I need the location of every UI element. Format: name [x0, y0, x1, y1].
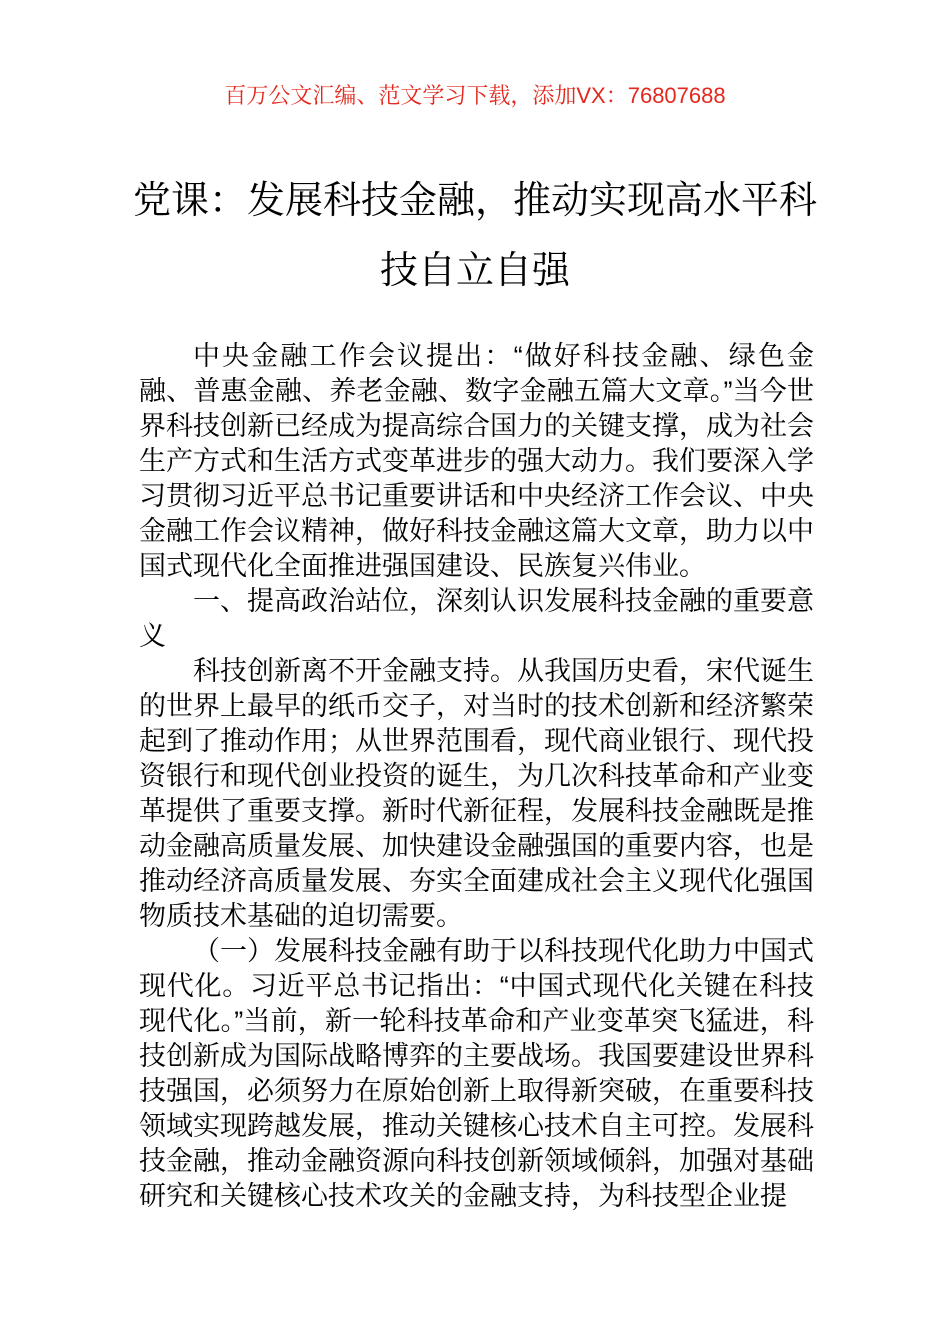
document-title: 党课：发展科技金融，推动实现高水平科技自立自强	[132, 180, 817, 292]
paragraph-subsection-one: （一）发展科技金融有助于以科技现代化助力中国式现代化。习近平总书记指出：“中国式现代化关键在科技现代化。”当前，新一轮科技革命和产业变革突飞猛进，科技创新成为国际战略博弈的主要战场。我国要建设世界科技强国，必须努力在原始创新上取得新突破，在重要科技领域实现跨越发展，推动关键核心技术自主可控。发展科技金融，推动金融资源向科技创新领域倾斜，加强对基础研究和关键核心技术攻关的金融支持，为科技型企业提	[139, 936, 814, 1211]
promo-notice-text: 百万公文汇编、范文学习下载，添加VX：76807688	[224, 83, 726, 108]
document-body	[139, 339, 814, 1214]
paragraph-intro: 中央金融工作会议提出：“做好科技金融、绿色金融、普惠金融、养老金融、数字金融五篇大文章。”当今世界科技创新已经成为提高综合国力的关键支撑，成为社会生产方式和生活方式变革进步的强大动力。我们要深入学习贯彻习近平总书记重要讲话和中央经济工作会议、中央金融工作会议精神，做好科技金融这篇大文章，助力以中国式现代化全面推进强国建设、民族复兴伟业。	[139, 341, 814, 581]
section-heading-one: 一、提高政治站位，深刻认识发展科技金融的重要意义	[139, 586, 814, 651]
paragraph-section-one-lead: 科技创新离不开金融支持。从我国历史看，宋代诞生的世界上最早的纸币交子，对当时的技术创新和经济繁荣起到了推动作用；从世界范围看，现代商业银行、现代投资银行和现代创业投资的诞生，为几次科技革命和产业变革提供了重要支撑。新时代新征程，发展科技金融既是推动金融高质量发展、加快建设金融强国的重要内容，也是推动经济高质量发展、夯实全面建成社会主义现代化强国物质技术基础的迫切需要。	[139, 656, 814, 931]
